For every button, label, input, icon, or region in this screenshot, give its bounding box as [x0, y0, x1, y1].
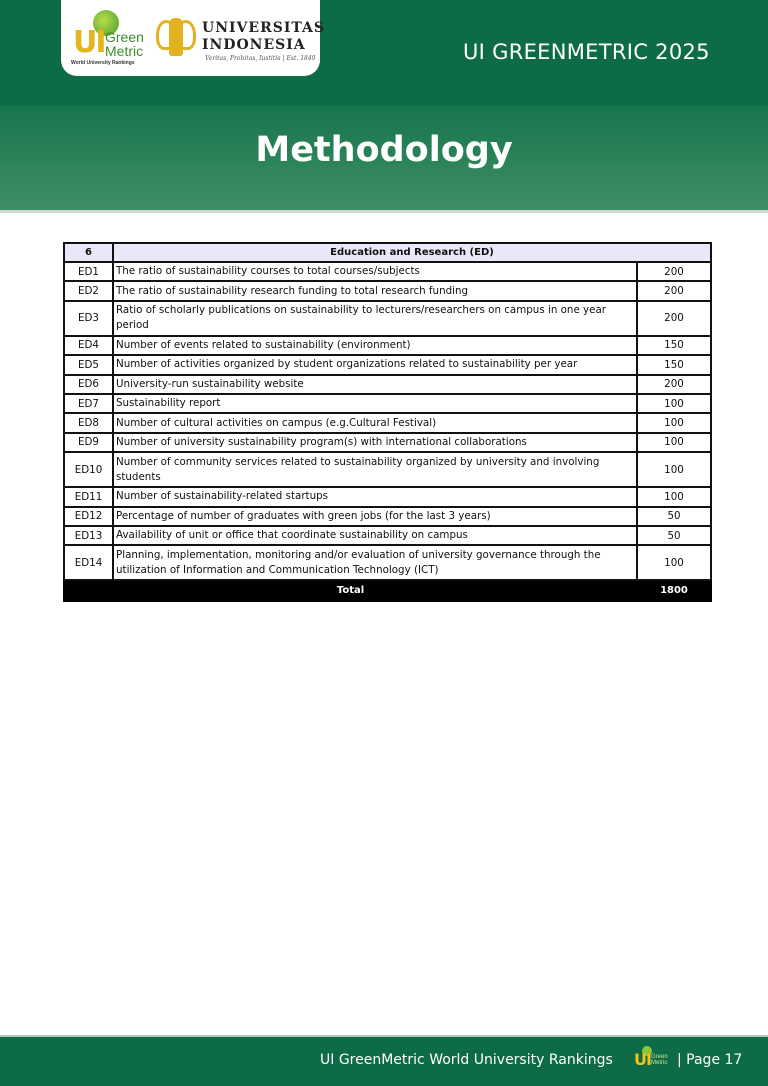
table-row	[64, 487, 711, 506]
university-name	[202, 20, 325, 54]
criterion-points: 50	[637, 507, 711, 526]
header-title: UI GREENMETRIC 2025	[463, 40, 710, 64]
table-row	[64, 545, 711, 580]
criterion-points: 50	[637, 526, 711, 545]
criterion-points: 100	[637, 394, 711, 413]
criterion-points: 150	[637, 336, 711, 355]
greenmetric-logo	[71, 10, 151, 66]
criterion-code: ED7	[64, 394, 113, 413]
criterion-code: ED3	[64, 301, 113, 336]
table-row	[64, 355, 711, 374]
logo-card	[61, 0, 326, 76]
total-label: Total	[64, 580, 637, 601]
table-row	[64, 452, 711, 487]
page-number: | Page 17	[677, 1052, 743, 1068]
criterion-description: University-run sustainability website	[113, 375, 637, 394]
table-row	[64, 433, 711, 452]
criterion-description: Number of sustainability-related startups	[113, 487, 637, 506]
criterion-code: ED8	[64, 413, 113, 432]
table-row	[64, 262, 711, 281]
criterion-description: Number of cultural activities on campus (e.g.Cultural Festival)	[113, 413, 637, 432]
greenmetric-logo-green: Green	[105, 29, 144, 45]
criterion-code: ED9	[64, 433, 113, 452]
section-number: 6	[64, 243, 113, 262]
mini-logo-metric: Metric	[651, 1060, 668, 1066]
greenmetric-logo-metric: Metric	[105, 43, 144, 59]
criterion-description: Number of activities organized by student organizations related to sustainability per year	[113, 355, 637, 374]
page-title: Methodology	[255, 130, 513, 170]
criterion-points: 200	[637, 281, 711, 300]
criterion-points: 100	[637, 452, 711, 487]
title-divider	[0, 210, 768, 213]
criterion-code: ED2	[64, 281, 113, 300]
university-motto: Veritas, Probitas, Iustitia | Est. 1849	[205, 55, 316, 62]
criterion-description: Sustainability report	[113, 394, 637, 413]
criterion-description: Planning, implementation, monitoring and/or evaluation of university governance through the utilization of Information and Communication Technology (ICT)	[113, 545, 637, 580]
mini-logo-text	[651, 1054, 668, 1066]
criterion-code: ED14	[64, 545, 113, 580]
criterion-code: ED6	[64, 375, 113, 394]
table-row	[64, 394, 711, 413]
table-row	[64, 281, 711, 300]
mini-logo-ui: UI	[634, 1050, 651, 1069]
university-name-line2: INDONESIA	[202, 37, 306, 53]
criterion-points: 100	[637, 487, 711, 506]
criterion-code: ED10	[64, 452, 113, 487]
criterion-description: Availability of unit or office that coordinate sustainability on campus	[113, 526, 637, 545]
table-row	[64, 336, 711, 355]
criterion-points: 200	[637, 301, 711, 336]
table-row	[64, 526, 711, 545]
methodology-table	[63, 242, 712, 602]
table-header-row	[64, 243, 711, 262]
criterion-description: Number of community services related to sustainability organized by university and involving students	[113, 452, 637, 487]
criterion-points: 200	[637, 375, 711, 394]
criterion-code: ED12	[64, 507, 113, 526]
table-total-row	[64, 580, 711, 601]
footer-text: UI GreenMetric World University Rankings	[320, 1052, 613, 1068]
criterion-code: ED1	[64, 262, 113, 281]
greenmetric-mini-logo	[634, 1046, 672, 1072]
criterion-code: ED11	[64, 487, 113, 506]
criterion-description: Number of events related to sustainability (environment)	[113, 336, 637, 355]
criterion-points: 100	[637, 433, 711, 452]
table-row	[64, 413, 711, 432]
criterion-description: Number of university sustainability program(s) with international collaborations	[113, 433, 637, 452]
table-row	[64, 507, 711, 526]
criterion-description: The ratio of sustainability research funding to total research funding	[113, 281, 637, 300]
greenmetric-logo-ui: UI	[73, 25, 105, 60]
criterion-description: Ratio of scholarly publications on sustainability to lecturers/researchers on campus in one year period	[113, 301, 637, 336]
section-title: Education and Research (ED)	[113, 243, 711, 262]
criterion-points: 200	[637, 262, 711, 281]
criterion-code: ED5	[64, 355, 113, 374]
table-row	[64, 375, 711, 394]
criterion-points: 100	[637, 545, 711, 580]
greenmetric-tagline: World University Rankings	[71, 60, 135, 66]
mini-logo-green: Green	[651, 1054, 668, 1060]
criterion-points: 150	[637, 355, 711, 374]
criterion-description: The ratio of sustainability courses to total courses/subjects	[113, 262, 637, 281]
university-name-line1: UNIVERSITAS	[202, 20, 326, 36]
total-value: 1800	[637, 580, 711, 601]
criterion-code: ED4	[64, 336, 113, 355]
criterion-points: 100	[637, 413, 711, 432]
table-row	[64, 301, 711, 336]
criterion-code: ED13	[64, 526, 113, 545]
university-seal-icon	[154, 14, 198, 62]
criterion-description: Percentage of number of graduates with green jobs (for the last 3 years)	[113, 507, 637, 526]
